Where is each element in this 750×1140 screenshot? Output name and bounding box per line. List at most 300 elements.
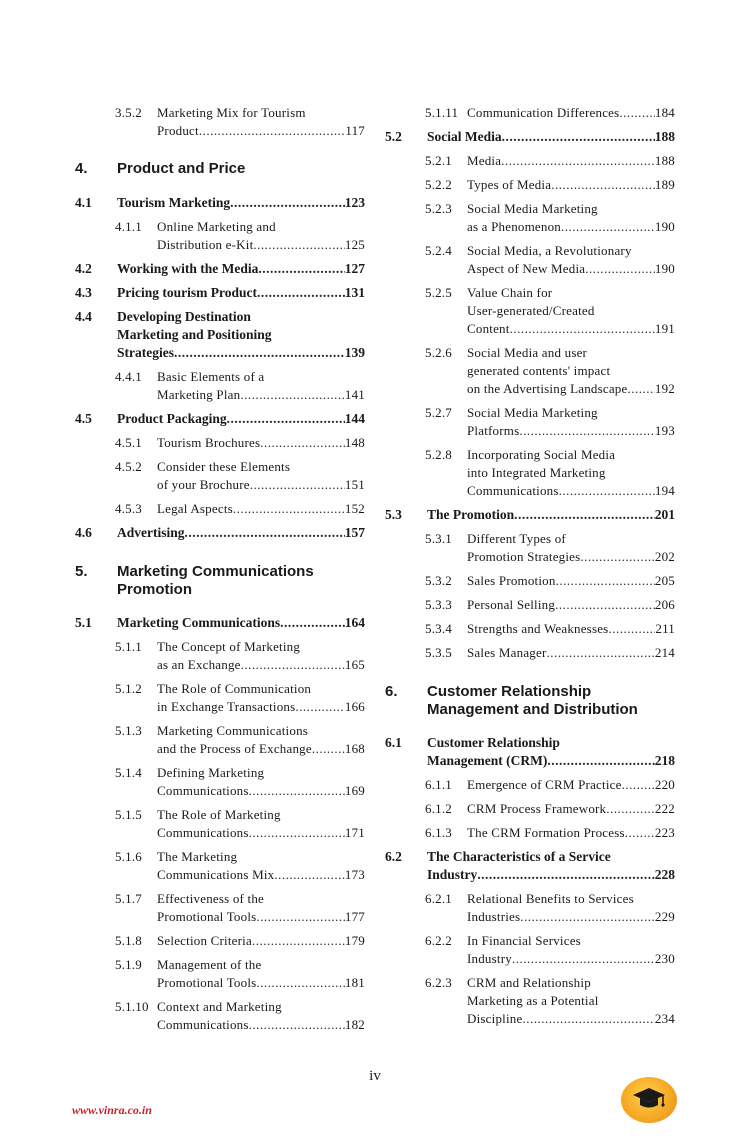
dot-leader: [622, 776, 655, 794]
toc-title-text: The Concept of Marketing: [157, 639, 301, 654]
dot-leader: [522, 1010, 654, 1028]
toc-number: 5.1: [75, 615, 92, 630]
chapter-heading[interactable]: [75, 563, 365, 599]
toc-title-text: Communications: [157, 783, 249, 798]
toc-page-number: 177: [344, 909, 365, 924]
toc-page-number: 144: [344, 411, 365, 426]
dot-leader: [585, 260, 655, 278]
toc-page-number: 157: [344, 525, 365, 540]
toc-subsection-entry[interactable]: [385, 284, 675, 338]
toc-subsection-entry[interactable]: [75, 806, 365, 842]
graduation-cap-icon: [631, 1084, 667, 1114]
dot-leader: [606, 800, 655, 818]
toc-section-entry[interactable]: [75, 410, 365, 428]
toc-subsection-entry[interactable]: [75, 638, 365, 674]
toc-title: [157, 932, 365, 950]
toc-title: [467, 242, 675, 278]
dot-leader: [230, 194, 345, 212]
toc-title: [467, 596, 675, 614]
dot-leader: [547, 644, 655, 662]
toc-title-text: Management and Distribution: [427, 701, 638, 718]
toc-page-number: 222: [654, 801, 675, 816]
dot-leader: [608, 620, 655, 638]
toc-title-text: Tourism Marketing: [117, 195, 231, 210]
dot-leader: [555, 596, 655, 614]
toc-page-number: 228: [654, 867, 675, 882]
toc-page-number: 152: [344, 501, 365, 516]
toc-number: 5.2.5: [425, 285, 452, 300]
toc-page-number: 190: [654, 219, 675, 234]
toc-subsection-entry[interactable]: [385, 446, 675, 500]
toc-page-number: 220: [654, 777, 675, 792]
toc-title: [427, 683, 675, 719]
toc-title-text: Industries: [467, 909, 521, 924]
toc-number: 6.: [385, 683, 398, 700]
toc-title: [467, 572, 675, 590]
toc-page-number: 190: [654, 261, 675, 276]
toc-title-text: Sales Manager: [467, 645, 547, 660]
toc-subsection-entry[interactable]: [385, 824, 675, 842]
toc-title: [157, 500, 365, 518]
dot-leader: [227, 410, 345, 428]
toc-page-number: 211: [655, 621, 675, 636]
toc-number: 5.2.1: [425, 153, 452, 168]
toc-number: 4.1.1: [115, 219, 142, 234]
toc-section-entry[interactable]: [385, 734, 675, 770]
toc-title-text: in Exchange Transactions: [157, 699, 296, 714]
toc-number: 5.3.4: [425, 621, 452, 636]
dot-leader: [627, 380, 654, 398]
toc-title-text: Platforms: [467, 423, 520, 438]
toc-number: 6.2: [385, 849, 402, 864]
toc-number: 3.5.2: [115, 105, 142, 120]
website-url[interactable]: www.vinra.co.in: [72, 1103, 152, 1117]
toc-page-number: 179: [344, 933, 365, 948]
dot-leader: [253, 236, 344, 254]
toc-title-text: Social Media and user: [467, 345, 588, 360]
toc-title: [467, 176, 675, 194]
toc-subsection-entry[interactable]: [385, 932, 675, 968]
toc-page-number: 148: [344, 435, 365, 450]
toc-number: 6.1.2: [425, 801, 452, 816]
toc-title-text: Pricing tourism Product: [117, 285, 257, 300]
toc-title: [157, 434, 365, 452]
toc-subsection-entry[interactable]: [75, 932, 365, 950]
toc-subsection-entry[interactable]: [75, 764, 365, 800]
toc-title-text: Consider these Elements: [157, 459, 291, 474]
toc-page-number: 234: [654, 1011, 675, 1026]
toc-number: 5.1.11: [425, 105, 459, 120]
toc-number: 5.2.7: [425, 405, 452, 420]
toc-page-number: 166: [344, 699, 365, 714]
dot-leader: [249, 1016, 345, 1034]
toc-title: [427, 848, 675, 884]
toc-section-entry[interactable]: [75, 614, 365, 632]
toc-subsection-entry[interactable]: [385, 344, 675, 398]
toc-title-text: Industry: [427, 867, 478, 882]
toc-subsection-entry[interactable]: [385, 974, 675, 1028]
toc-title-text: Strategies: [117, 345, 174, 360]
toc-page-number: 141: [344, 387, 365, 402]
toc-title-text: Incorporating Social Media: [467, 447, 616, 462]
toc-number: 5.1.7: [115, 891, 142, 906]
toc-title: [467, 776, 675, 794]
toc-title-text: The Role of Communication: [157, 681, 312, 696]
toc-title: [467, 824, 675, 842]
toc-number: 6.1.3: [425, 825, 452, 840]
toc-page-number: 202: [654, 549, 675, 564]
dot-leader: [556, 572, 655, 590]
toc-subsection-entry[interactable]: [385, 404, 675, 440]
toc-title-text: Social Media, a Revolutionary: [467, 243, 632, 258]
toc-subsection-entry[interactable]: [385, 890, 675, 926]
toc-number: 4.5.2: [115, 459, 142, 474]
toc-title-text: Different Types of: [467, 531, 566, 546]
toc-title: [467, 152, 675, 170]
toc-subsection-entry[interactable]: [75, 458, 365, 494]
toc-number: 5.1.3: [115, 723, 142, 738]
logo-badge: [621, 1077, 677, 1123]
toc-title-text: Distribution e-Kit: [157, 237, 254, 252]
toc-page-number: 151: [344, 477, 365, 492]
dot-leader: [619, 104, 654, 122]
toc-title: [427, 506, 675, 524]
toc-title-text: The Marketing: [157, 849, 238, 864]
toc-title-text: Communications: [467, 483, 559, 498]
toc-title-text: CRM and Relationship: [467, 975, 591, 990]
toc-number: 4.3: [75, 285, 92, 300]
dot-leader: [249, 782, 345, 800]
toc-title-text: Sales Promotion: [467, 573, 556, 588]
toc-title-text: Promotion: [117, 581, 192, 598]
toc-title: [467, 284, 675, 338]
toc-title-text: Product: [157, 123, 199, 138]
toc-title-text: User-generated/Created: [467, 303, 595, 318]
dot-leader: [257, 284, 345, 302]
toc-number: 4.5.1: [115, 435, 142, 450]
toc-page-number: 223: [654, 825, 675, 840]
dot-leader: [559, 482, 655, 500]
toc-title: [157, 848, 365, 884]
toc-page-number: 182: [344, 1017, 365, 1032]
toc-subsection-entry[interactable]: [75, 956, 365, 992]
toc-page-number: 165: [344, 657, 365, 672]
toc-number: 5.: [75, 563, 88, 580]
toc-title-text: Promotional Tools: [157, 909, 257, 924]
toc-number: 6.2.2: [425, 933, 452, 948]
toc-title: [467, 344, 675, 398]
toc-title: [157, 680, 365, 716]
toc-page-number: 125: [344, 237, 365, 252]
toc-title-text: Customer Relationship: [427, 735, 560, 750]
toc-page-number: 123: [344, 195, 365, 210]
dot-leader: [280, 614, 345, 632]
chapter-heading[interactable]: [75, 160, 365, 178]
toc-subsection-entry[interactable]: [385, 596, 675, 614]
toc-number: 5.1.10: [115, 999, 149, 1014]
toc-number: 4.1: [75, 195, 92, 210]
toc-number: 5.2.3: [425, 201, 452, 216]
toc-subsection-entry[interactable]: [75, 368, 365, 404]
toc-page-number: 173: [344, 867, 365, 882]
toc-section-entry[interactable]: [75, 284, 365, 302]
dot-leader: [312, 740, 345, 758]
toc-title: [117, 524, 365, 542]
toc-title: [117, 614, 365, 632]
toc-title-text: Social Media: [427, 129, 502, 144]
toc-subsection-entry[interactable]: [385, 104, 675, 122]
toc-title-text: The Promotion: [427, 507, 515, 522]
toc-section-entry[interactable]: [385, 128, 675, 146]
toc-title: [117, 284, 365, 302]
toc-page-number: 214: [654, 645, 675, 660]
toc-page-number: 164: [344, 615, 365, 630]
toc-number: 4.4: [75, 309, 92, 324]
toc-page-number: 192: [654, 381, 675, 396]
toc-number: 5.1.5: [115, 807, 142, 822]
dot-leader: [551, 176, 655, 194]
toc-title: [467, 932, 675, 968]
toc-title-text: Basic Elements of a: [157, 369, 265, 384]
toc-title: [157, 764, 365, 800]
toc-title-text: Social Media Marketing: [467, 201, 598, 216]
toc-section-entry[interactable]: [75, 524, 365, 542]
toc-title: [157, 722, 365, 758]
dot-leader: [514, 506, 655, 524]
toc-title-text: as an Exchange: [157, 657, 241, 672]
toc-title: [157, 218, 365, 254]
dot-leader: [501, 152, 655, 170]
toc-title: [467, 620, 675, 638]
toc-title: [467, 200, 675, 236]
toc-title-text: Content: [467, 321, 510, 336]
toc-title-text: and the Process of Exchange: [157, 741, 312, 756]
toc-subsection-entry[interactable]: [385, 776, 675, 794]
toc-title: [117, 194, 365, 212]
dot-leader: [240, 386, 345, 404]
dot-leader: [252, 932, 345, 950]
toc-title: [467, 530, 675, 566]
toc-title-text: as a Phenomenon: [467, 219, 561, 234]
page-number: iv: [369, 1068, 381, 1084]
toc-title-text: Tourism Brochures: [157, 435, 261, 450]
toc-title-text: Promotion Strategies: [467, 549, 581, 564]
toc-subsection-entry[interactable]: [75, 500, 365, 518]
toc-number: 5.1.1: [115, 639, 142, 654]
dot-leader: [174, 344, 345, 362]
toc-title-text: Management of the: [157, 957, 262, 972]
toc-number: 5.1.9: [115, 957, 142, 972]
toc-title-text: Aspect of New Media: [467, 261, 586, 276]
toc-title: [157, 458, 365, 494]
toc-number: 6.1: [385, 735, 402, 750]
toc-title-text: Effectiveness of the: [157, 891, 264, 906]
toc-subsection-entry[interactable]: [385, 800, 675, 818]
toc-number: 5.1.8: [115, 933, 142, 948]
toc-number: 5.3.3: [425, 597, 452, 612]
toc-page-number: 218: [654, 753, 675, 768]
toc-number: 5.2.6: [425, 345, 452, 360]
toc-title-text: Discipline: [467, 1011, 523, 1026]
toc-title-text: Marketing Communications: [117, 563, 314, 580]
toc-number: 5.3.2: [425, 573, 452, 588]
toc-page-number: 229: [654, 909, 675, 924]
toc-page-number: 171: [344, 825, 365, 840]
toc-title: [157, 638, 365, 674]
toc-title-text: Marketing as a Potential: [467, 993, 599, 1008]
toc-section-entry[interactable]: [75, 194, 365, 212]
toc-title: [467, 446, 675, 500]
toc-number: 4.2: [75, 261, 92, 276]
toc-page-number: 188: [654, 153, 675, 168]
toc-section-entry[interactable]: [75, 260, 365, 278]
dot-leader: [561, 218, 655, 236]
dot-leader: [502, 128, 655, 146]
toc-page-number: 127: [344, 261, 365, 276]
toc-title-text: of your Brochure: [157, 477, 250, 492]
toc-title-text: Media: [467, 153, 502, 168]
dot-leader: [512, 950, 655, 968]
toc-title-text: Context and Marketing: [157, 999, 282, 1014]
toc-title-text: generated contents' impact: [467, 363, 611, 378]
toc-number: 5.3.5: [425, 645, 452, 660]
dot-leader: [233, 500, 345, 518]
toc-title-text: Defining Marketing: [157, 765, 265, 780]
toc-title-text: Industry: [467, 951, 512, 966]
toc-title: [117, 563, 365, 599]
dot-leader: [250, 476, 345, 494]
toc-number: 5.2: [385, 129, 402, 144]
toc-title-text: Communication Differences: [467, 105, 620, 120]
toc-title-text: Communications: [157, 825, 249, 840]
toc-subsection-entry[interactable]: [75, 890, 365, 926]
toc-subsection-entry[interactable]: [385, 644, 675, 662]
toc-title-text: CRM Process Framework: [467, 801, 607, 816]
toc-subsection-entry[interactable]: [385, 620, 675, 638]
toc-page-number: 206: [654, 597, 675, 612]
toc-title: [157, 956, 365, 992]
toc-subsection-entry[interactable]: [75, 848, 365, 884]
toc-number: 4.4.1: [115, 369, 142, 384]
toc-subsection-entry[interactable]: [385, 242, 675, 278]
toc-number: 5.3: [385, 507, 402, 522]
dot-leader: [625, 824, 655, 842]
toc-title: [467, 404, 675, 440]
toc-subsection-entry[interactable]: [385, 572, 675, 590]
toc-page-number: 117: [345, 123, 365, 138]
chapter-heading[interactable]: [385, 683, 675, 719]
toc-title: [117, 160, 365, 178]
dot-leader: [260, 434, 345, 452]
toc-page-number: 184: [654, 105, 675, 120]
toc-title-text: Marketing and Positioning: [117, 327, 272, 342]
toc-number: 5.1.4: [115, 765, 142, 780]
toc-title-text: Marketing Mix for Tourism: [157, 105, 306, 120]
toc-title-text: Customer Relationship: [427, 683, 592, 700]
toc-subsection-entry[interactable]: [75, 680, 365, 716]
toc-title: [467, 974, 675, 1028]
toc-title: [467, 104, 675, 122]
toc-number: 4.5.3: [115, 501, 142, 516]
toc-title-text: The Characteristics of a Service: [427, 849, 611, 864]
toc-title-text: Types of Media: [467, 177, 552, 192]
toc-title: [427, 128, 675, 146]
toc-title: [427, 734, 675, 770]
toc-subsection-entry[interactable]: [75, 218, 365, 254]
toc-subsection-entry[interactable]: [75, 998, 365, 1034]
toc-page-number: 194: [654, 483, 675, 498]
toc-subsection-entry[interactable]: [75, 434, 365, 452]
toc-number: 6.2.1: [425, 891, 452, 906]
toc-subsection-entry[interactable]: [75, 104, 365, 140]
toc-title: [467, 890, 675, 926]
toc-title-text: on the Advertising Landscape: [467, 381, 628, 396]
dot-leader: [519, 422, 655, 440]
toc-title-text: into Integrated Marketing: [467, 465, 606, 480]
toc-title: [117, 308, 365, 362]
toc-number: 5.2.2: [425, 177, 452, 192]
toc-title: [157, 890, 365, 926]
toc-page-number: 168: [344, 741, 365, 756]
dot-leader: [185, 524, 345, 542]
dot-leader: [256, 908, 344, 926]
toc-subsection-entry[interactable]: [385, 200, 675, 236]
toc-number: 4.5: [75, 411, 92, 426]
toc-page-number: 189: [654, 177, 675, 192]
toc-title-text: Product and Price: [117, 160, 246, 177]
toc-title-text: Social Media Marketing: [467, 405, 598, 420]
toc-number: 5.1.2: [115, 681, 142, 696]
toc-number: 5.2.4: [425, 243, 452, 258]
toc-number: 6.1.1: [425, 777, 452, 792]
dot-leader: [241, 656, 345, 674]
toc-title: [157, 998, 365, 1034]
dot-leader: [249, 824, 345, 842]
toc-subsection-entry[interactable]: [385, 176, 675, 194]
dot-leader: [580, 548, 654, 566]
toc-number: 5.1.6: [115, 849, 142, 864]
toc-title-text: In Financial Services: [467, 933, 581, 948]
toc-title-text: Communications: [157, 1017, 249, 1032]
toc-title-text: Working with the Media: [117, 261, 259, 276]
toc-title-text: Legal Aspects: [157, 501, 233, 516]
toc-section-entry[interactable]: [385, 848, 675, 884]
toc-title-text: The Role of Marketing: [157, 807, 281, 822]
toc-title-text: Marketing Plan: [157, 387, 241, 402]
toc-title-text: Developing Destination: [117, 309, 251, 324]
dot-leader: [274, 866, 345, 884]
toc-page-number: 191: [654, 321, 675, 336]
toc-subsection-entry[interactable]: [75, 722, 365, 758]
dot-leader: [477, 866, 654, 884]
toc-section-entry[interactable]: [385, 506, 675, 524]
toc-number: 5.2.8: [425, 447, 452, 462]
toc-title-text: Management (CRM): [427, 753, 548, 768]
dot-leader: [520, 908, 655, 926]
toc-page-number: 201: [654, 507, 675, 522]
toc-title: [157, 806, 365, 842]
toc-section-entry[interactable]: [75, 308, 365, 362]
toc-subsection-entry[interactable]: [385, 530, 675, 566]
toc-title: [467, 800, 675, 818]
toc-title-text: Online Marketing and: [157, 219, 276, 234]
toc-subsection-entry[interactable]: [385, 152, 675, 170]
toc-page-number: 193: [654, 423, 675, 438]
toc-number: 6.2.3: [425, 975, 452, 990]
toc-title-text: Marketing Communications: [157, 723, 309, 738]
toc-title-text: Selection Criteria: [157, 933, 252, 948]
toc-page-number: 131: [344, 285, 365, 300]
